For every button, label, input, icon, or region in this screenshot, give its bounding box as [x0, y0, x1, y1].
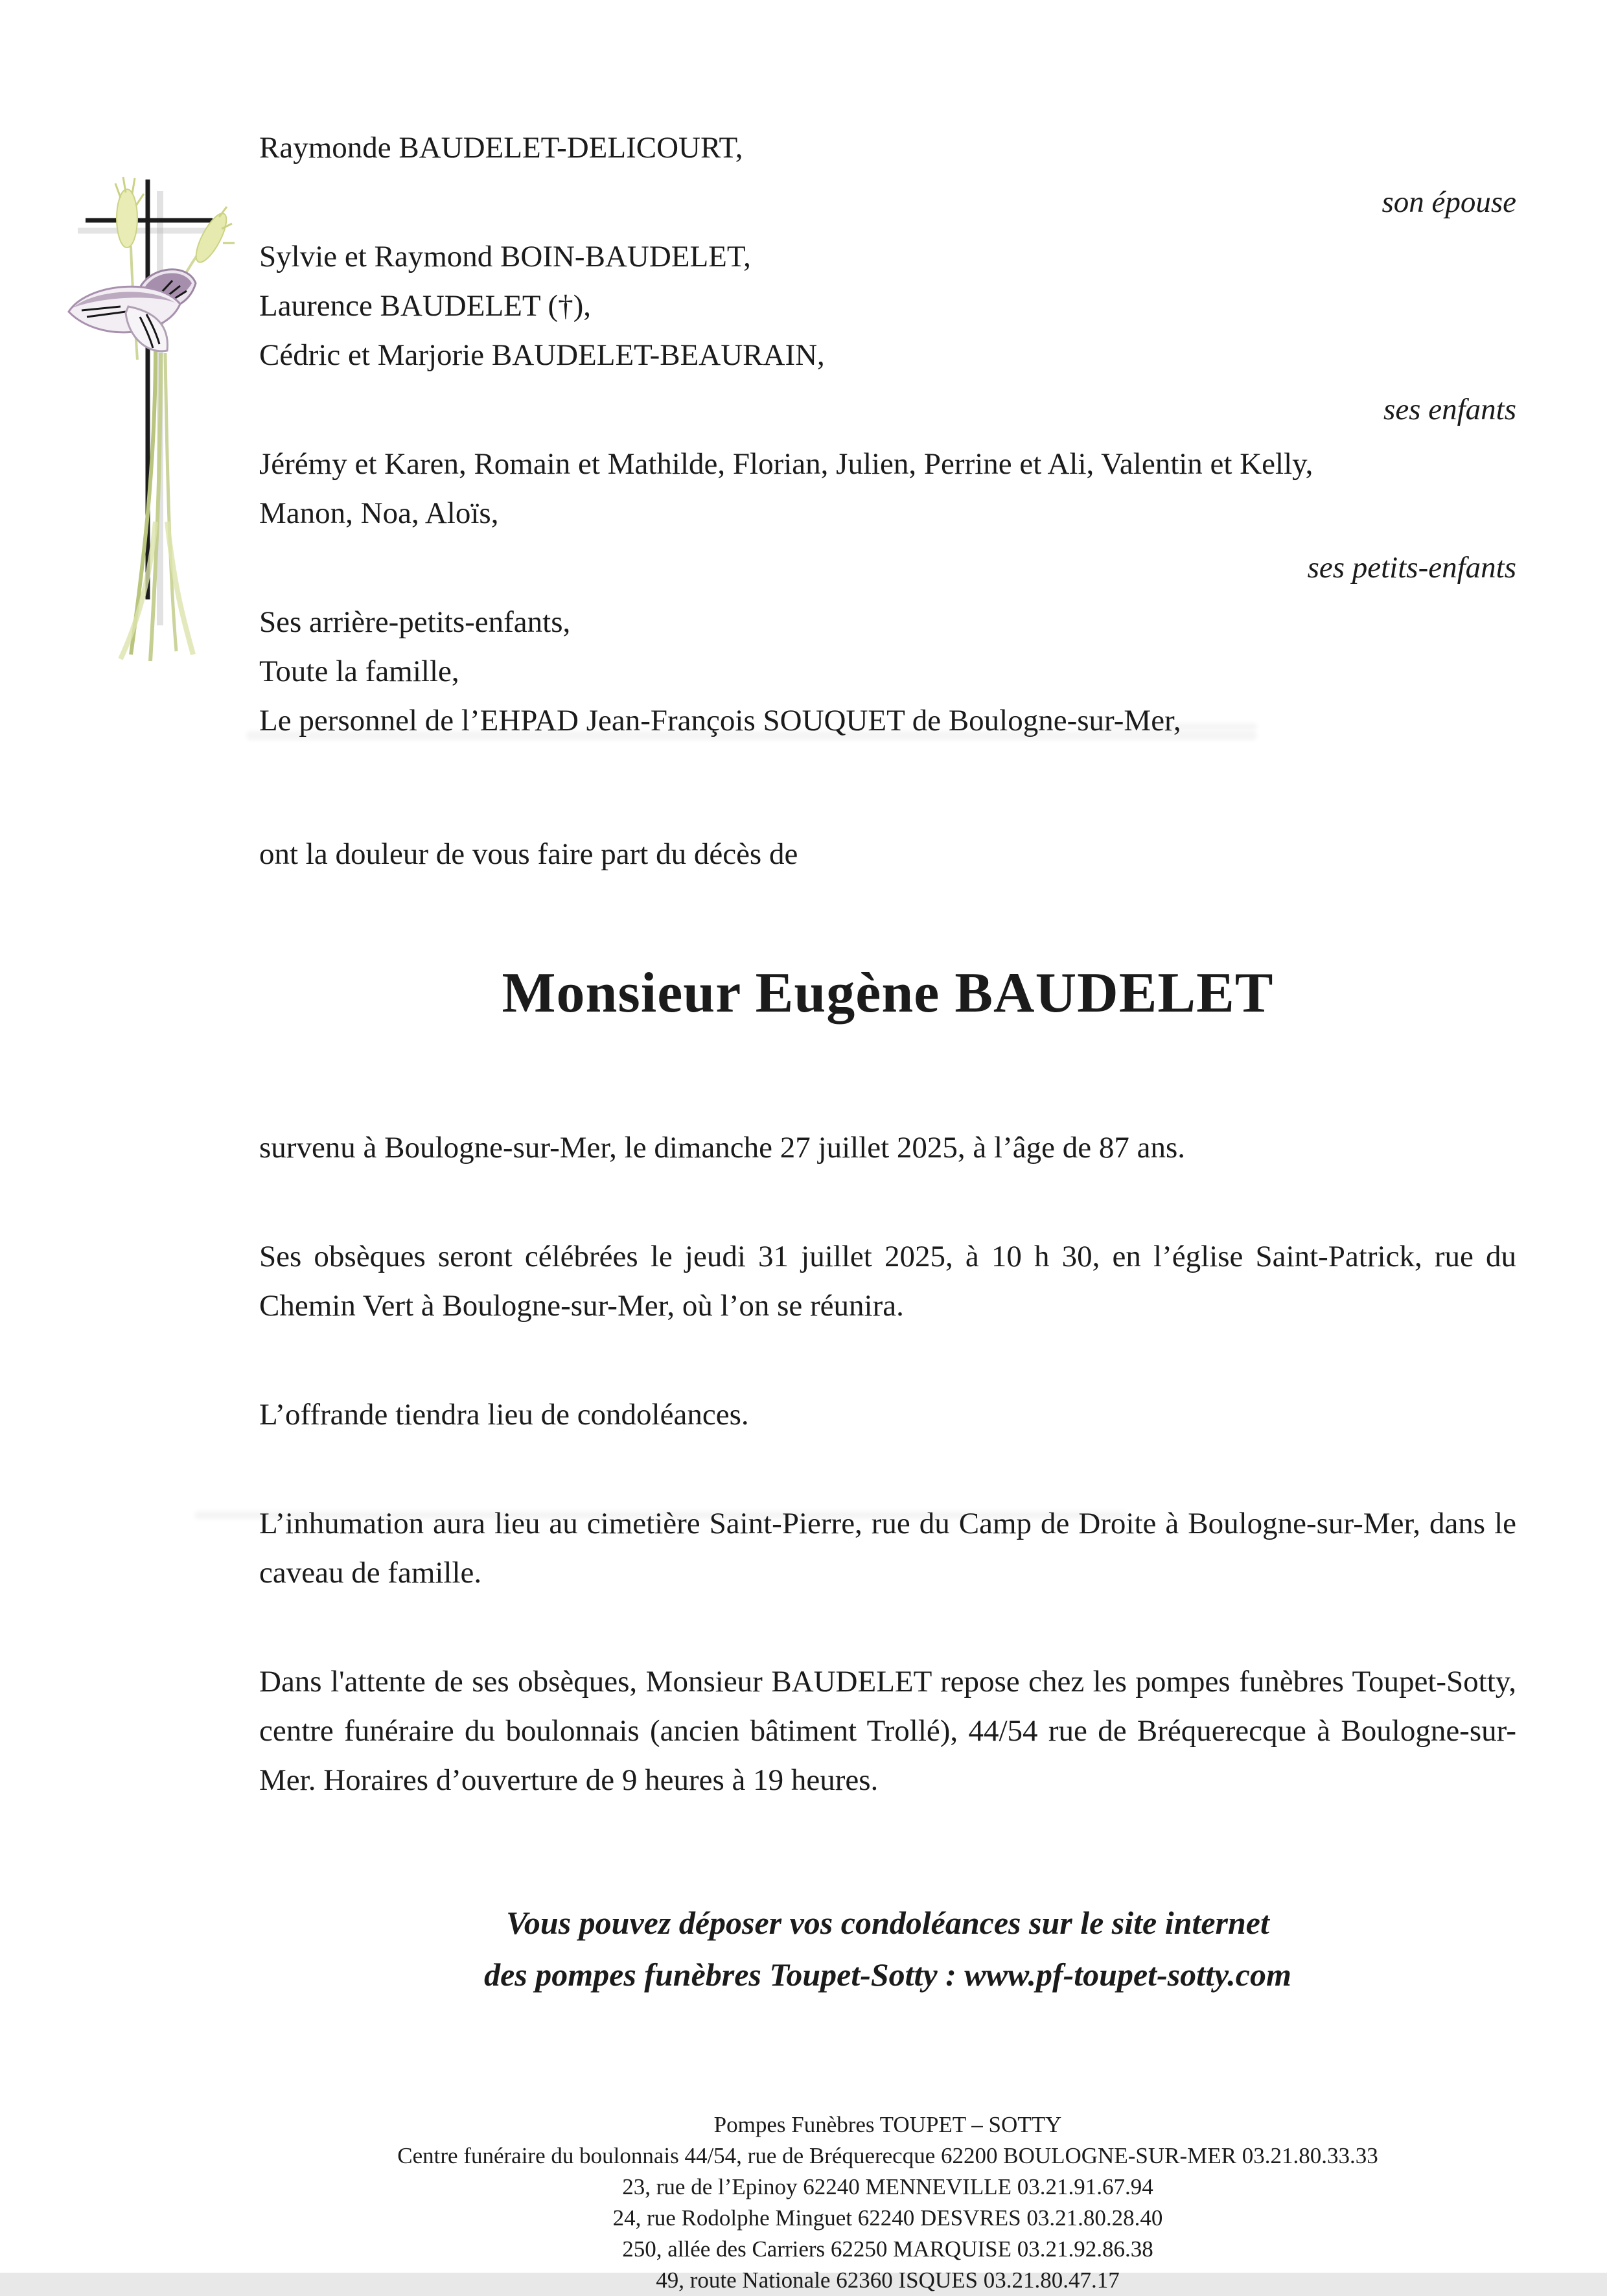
relation-spouse-label: son épouse [1382, 185, 1516, 219]
footer-location-4: 250, allée des Carriers 62250 MARQUISE 03.21.92.86.38 [622, 2236, 1153, 2262]
footer-location-2: 23, rue de l’Epinoy 62240 MENNEVILLE 03.21.91.67.94 [622, 2174, 1153, 2199]
child-line-2: Laurence BAUDELET (†), [259, 289, 592, 323]
relation-grandchildren-label: ses petits-enfants [1307, 551, 1516, 585]
intro-line: ont la douleur de vous faire part du décès de [259, 837, 798, 871]
footer-location-5: 49, route Nationale 62360 ISQUES 03.21.80.47.17 [656, 2267, 1120, 2293]
repose-info: Dans l'attente de ses obsèques, Monsieur BAUDELET repose chez les pompes funèbres Toupet-Sotty, centre funéraire du boulonnais (ancien bâtiment Trollé), 44/54 rue de Bréquerecque à Boulogne-sur-Mer. Horaires d’ouverture de 9 heures à 19 heures. [259, 1665, 1516, 1797]
child-line-1: Sylvie et Raymond BOIN-BAUDELET, [259, 240, 751, 273]
offering-note: L’offrande tiendra lieu de condoléances. [259, 1398, 749, 1432]
condolences-note [259, 1897, 1516, 2000]
spouse-line: Raymonde BAUDELET-DELICOURT, [259, 131, 743, 165]
mourner-line-1: Ses arrière-petits-enfants, [259, 605, 571, 639]
footer-location-3: 24, rue Rodolphe Minguet 62240 DESVRES 03.21.80.28.40 [612, 2205, 1163, 2231]
grandchildren-line-1: Jérémy et Karen, Romain et Mathilde, Florian, Julien, Perrine et Ali, Valentin et Kelly, [259, 447, 1313, 481]
burial-info: L’inhumation aura lieu au cimetière Saint-Pierre, rue du Camp de Droite à Boulogne-sur-Mer, dans le caveau de famille. [259, 1507, 1516, 1590]
mourner-line-3: Le personnel de l’EHPAD Jean-François SOUQUET de Boulogne-sur-Mer, [259, 704, 1181, 737]
death-info: survenu à Boulogne-sur-Mer, le dimanche 27 juillet 2025, à l’âge de 87 ans. [259, 1131, 1185, 1165]
child-line-3: Cédric et Marjorie BAUDELET-BEAURAIN, [259, 338, 825, 372]
condolences-line-1: Vous pouvez déposer vos condoléances sur le site internet [506, 1905, 1269, 1941]
footer-company-name: Pompes Funèbres TOUPET – SOTTY [713, 2112, 1062, 2137]
condolences-line-2: des pompes funèbres Toupet-Sotty : www.pf-toupet-sotty.com [484, 1956, 1291, 1993]
announcement-content [259, 123, 1516, 2296]
cross-and-lilies-icon [58, 172, 240, 684]
footer-location-1: Centre funéraire du boulonnais 44/54, rue de Bréquerecque 62200 BOULOGNE-SUR-MER 03.21.80.33.33 [397, 2143, 1378, 2168]
grandchildren-line-2: Manon, Noa, Aloïs, [259, 496, 499, 530]
mourner-line-2: Toute la famille, [259, 655, 459, 688]
deceased-name: Monsieur Eugène BAUDELET [502, 962, 1274, 1025]
relation-children-label: ses enfants [1383, 393, 1516, 426]
funeral-info: Ses obsèques seront célébrées le jeudi 31 juillet 2025, à 10 h 30, en l’église Saint-Patrick, rue du Chemin Vert à Boulogne-sur-Mer, où l’on se réunira. [259, 1240, 1516, 1323]
funeral-home-footer [259, 2109, 1516, 2296]
